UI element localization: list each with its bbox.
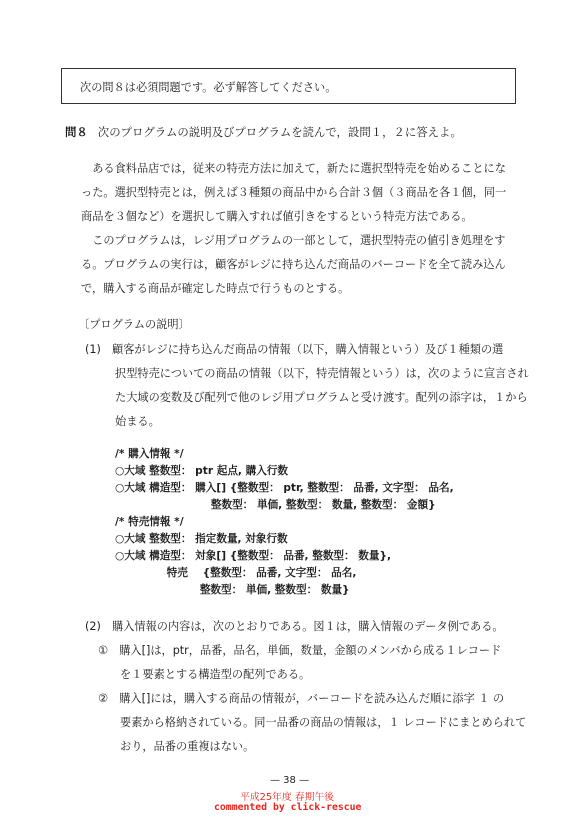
intro-line: 商品を３個など）を選択して購入すれば値引きをするという特売方法である。 xyxy=(81,210,473,223)
intro-line: で，購入する商品が確定した時点で行うものとする。 xyxy=(81,282,350,295)
intro-line: る。プログラムの実行は，顧客がレジに持ち込んだ商品のバーコードを全て読み込ん xyxy=(81,258,506,271)
item1-line: (1) 顧客がレジに持ち込んだ商品の情報（以下，購入情報という）及び１種類の選 xyxy=(85,343,504,356)
intro-line: ある食料品店では，従来の特売方法に加えて，新たに選択型特売を始めることにな xyxy=(81,162,506,175)
item2-line: を１要素とする構造型の配列である。 xyxy=(120,668,311,681)
exam-label: 平成25年度 春期午後 xyxy=(240,792,334,803)
item2-line: 要素から格納されている。同一品番の商品の情報は，１ レコードにまとめられて xyxy=(120,716,527,729)
item2-line: おり，品番の重複はない。 xyxy=(120,740,255,753)
item1-line: た大域の変数及び配列で他のレジ用プログラムと受け渡す。配列の添字は，１から xyxy=(115,391,528,404)
intro-line: った。選択型特売とは，例えば３種類の商品中から合計３個（３商品を各１個，同一 xyxy=(81,186,507,199)
code-line: ○大域 構造型： 対象[] {整数型： 品番, 整数型： 数量}, xyxy=(115,550,392,562)
page-number: — 38 — xyxy=(270,775,310,786)
intro-line: このプログラムは，レジ用プログラムの一部として，選択型特売の値引き処理をす xyxy=(81,234,506,247)
item2-line: (2) 購入情報の内容は，次のとおりである。図１は，購入情報のデータ例である。 xyxy=(85,620,504,633)
item2-line: ① 購入[]は，ptr，品番，品名，単価，数量，金額のメンバから成る１レコード xyxy=(98,644,502,657)
code-line: /* 特売情報 */ xyxy=(115,516,184,528)
notice-text: 次の問８は必須問題です。必ず解答してください。 xyxy=(80,81,337,94)
code-line: 整数型： 単価, 整数型： 数量, 整数型： 金額} xyxy=(115,499,436,511)
code-line: ○大域 整数型： 指定数量, 対象行数 xyxy=(115,533,288,545)
commented-by: commented by click-rescue xyxy=(214,802,362,813)
item2-line: ② 購入[]には，購入する商品の情報が，バーコードを読み込んだ順に添字 １ の xyxy=(98,692,505,705)
question-text: 次のプログラムの説明及びプログラムを読んで，設問１，２に答えよ。 xyxy=(97,125,462,139)
code-line: ○大域 整数型： ptr 起点, 購入行数 xyxy=(115,465,289,477)
code-line: /* 購入情報 */ xyxy=(115,448,184,460)
notice-box xyxy=(61,68,516,104)
code-line: 整数型： 単価, 整数型： 数量} xyxy=(115,584,350,596)
question-number: 問８ xyxy=(65,125,88,139)
code-line: 特売 {整数型： 品番, 文字型： 品名, xyxy=(115,567,357,579)
code-line: ○大域 構造型： 購入[] {整数型： ptr, 整数型： 品番, 文字型： 品名, xyxy=(115,482,454,494)
section-title: 〔プログラムの説明〕 xyxy=(78,318,190,331)
item1-line: 始まる。 xyxy=(115,415,160,428)
question-heading xyxy=(65,124,462,140)
item1-line: 択型特売についての商品の情報（以下，特売情報という）は，次のように宣言され xyxy=(115,367,529,380)
